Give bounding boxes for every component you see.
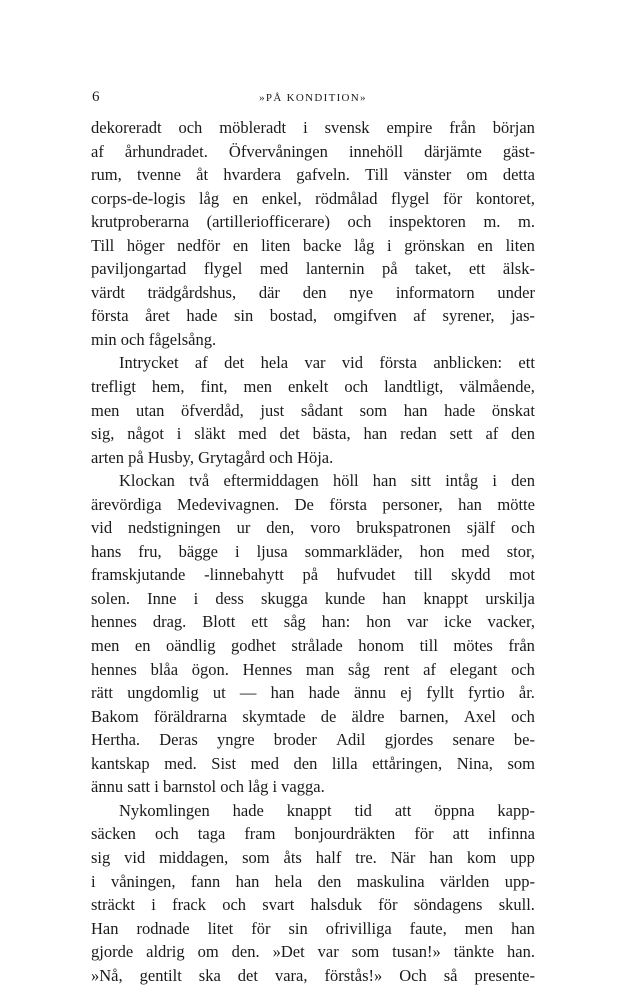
text-line: Han rodnade litet för sin ofrivilliga faute, men han [91,918,535,938]
text-line: sig, något i släkt med det bästa, han redan sett af den [91,424,535,444]
text-line: men en oändlig godhet strålade honom till mötes från [91,636,535,656]
text-line: sig vid middagen, som åts half tre. När han kom upp [91,847,535,867]
text-line: arten på Husby, Grytagård och Höja. [91,447,334,467]
text-line: Bakom föräldrarna skymtade de äldre barnen, Axel och [91,706,535,726]
text-line: Klockan två eftermiddagen höll han sitt intåg i den [119,471,535,491]
text-line: krutproberarna (artilleriofficerare) och inspektoren m. m. [91,212,535,232]
text-line: i våningen, fann han hela den maskulina världen upp- [91,871,535,891]
text-line: gjorde aldrig om den. »Det var som tusan!» tänkte han. [91,942,535,962]
text-line: hennes blåa ögon. Hennes man såg rent af elegant och [91,659,535,679]
text-line: vid nedstigningen ur den, voro brukspatronen själf och [91,518,535,538]
page-number: 6 [92,89,100,105]
book-page [91,88,535,987]
text-line: Till höger nedför en liten backe låg i grönskan en liten [91,235,535,255]
text-line: hennes drag. Blott ett såg han: hon var icke vacker, [91,612,535,632]
text-line: hans fru, bägge i ljusa sommarkläder, hon med stor, [91,541,535,561]
text-line: kantskap med. Sist med den lilla ettåringen, Nina, som [91,753,535,773]
text-line: värdt trädgårdshus, där den nye informatorn under [91,282,535,302]
text-line: men utan öfverdåd, just sådant som han hade önskat [91,400,535,420]
text-line: »Nå, gentilt ska det vara, förstås!» Och så presente- [91,965,535,985]
text-line: trefligt hem, fint, men enkelt och landtligt, välmående, [91,377,535,397]
text-line: paviljongartad flygel med lanternin på taket, ett älsk- [91,259,535,279]
text-line: Nykomlingen hade knappt tid att öppna kapp- [119,800,535,820]
text-line: rätt ungdomlig ut — han hade ännu ej fyllt fyrtio år. [91,683,535,703]
text-line: min och fågelsång. [91,329,217,349]
text-line: corps-de-logis låg en enkel, rödmålad flygel för kontoret, [91,188,535,208]
text-line: ärevördiga Medevivagnen. De första personer, han mötte [91,494,535,514]
text-line: sträckt i frack och svart halsduk för söndagens skull. [91,895,535,915]
text-line: rum, tvenne åt hvardera gafveln. Till vänster om detta [91,165,535,185]
text-line: dekoreradt och möbleradt i svensk empire från början [91,118,535,137]
text-line: Hertha. Deras yngre broder Adil gjordes senare be- [91,730,535,750]
running-title: »PÅ KONDITION» [259,92,367,104]
text-line: första året hade sin bostad, omgifven af syrener, jas- [91,306,535,326]
text-line: solen. Inne i dess skugga kunde han knappt urskilja [91,588,535,608]
text-line: framskjutande -linnebahytt på hufvudet till skydd mot [91,565,535,585]
page-header [91,88,535,112]
text-line: Intrycket af det hela var vid första anblicken: ett [119,353,535,373]
text-line: säcken och taga fram bonjourdräkten för att infinna [91,824,535,844]
text-line: af århundradet. Öfvervåningen innehöll därjämte gäst- [91,141,535,161]
text-line: ännu satt i barnstol och låg i vagga. [91,777,325,797]
body-text [91,116,535,987]
